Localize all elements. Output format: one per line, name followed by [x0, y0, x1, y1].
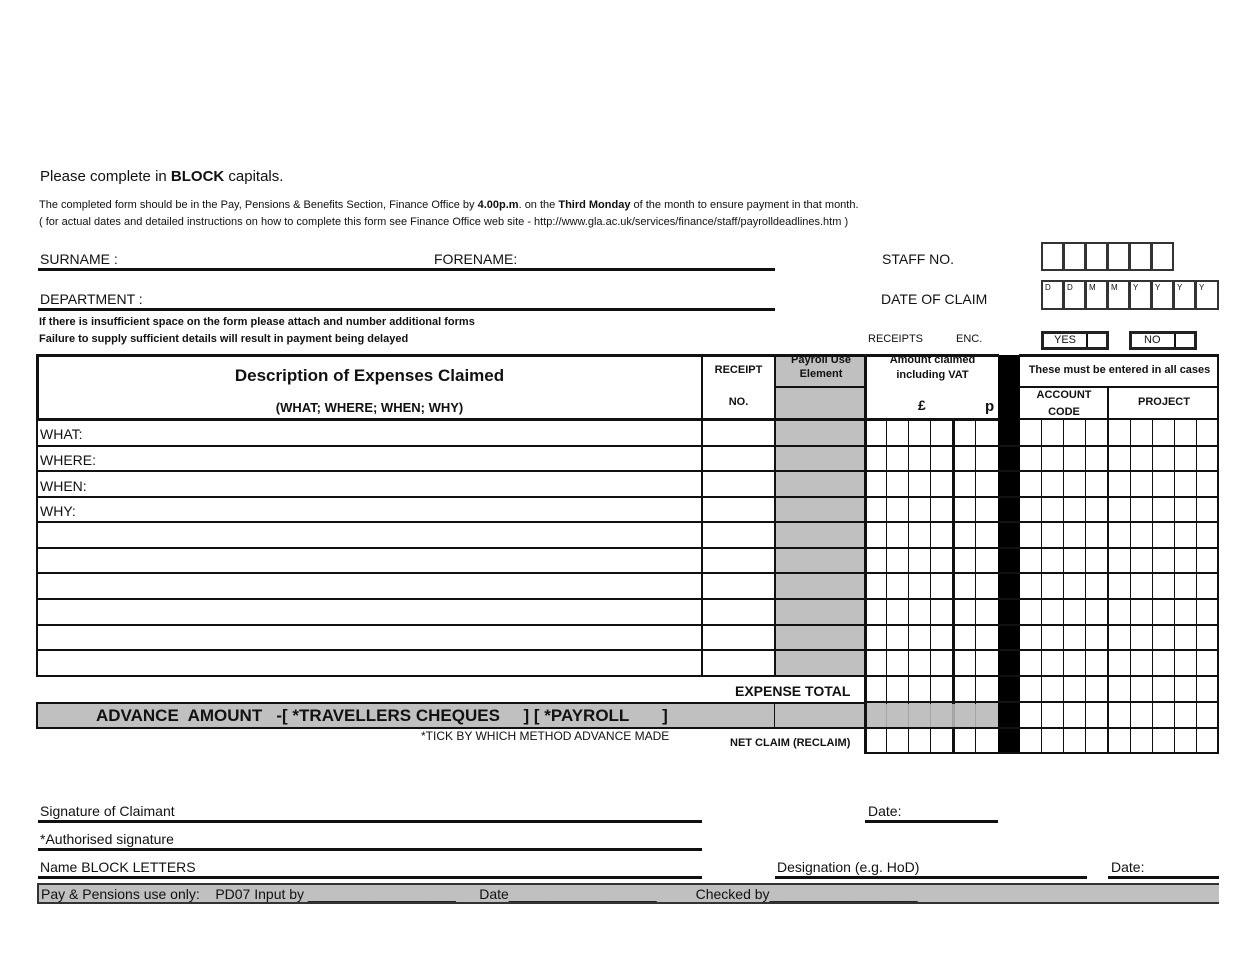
note-failure-delay: Failure to supply sufficient details will result in payment being delayed [39, 333, 409, 345]
receipt-header: RECEIPT [714, 364, 763, 376]
staff-no-label: STAFF NO. [882, 251, 955, 267]
enc-label: ENC. [956, 333, 983, 345]
signature-claimant-label: Signature of Claimant [40, 803, 175, 819]
row-where-label[interactable]: WHERE: [40, 452, 96, 468]
signature-claimant-line[interactable] [38, 820, 702, 823]
designation-label: Designation (e.g. HoD) [777, 859, 920, 875]
advance-top-border [36, 702, 866, 704]
amount-claimed-header: Amount claimed including VAT [889, 354, 976, 381]
surname-label: SURNAME : [40, 251, 118, 267]
intro-deadline-line: The completed form should be in the Pay, Pensions & Benefits Section, Finance Office by 4.00p.m. on the Third Monday of the month to ensure payment in that month. [39, 199, 859, 211]
tick-note: *TICK BY WHICH METHOD ADVANCE MADE [421, 729, 670, 743]
date-of-claim-label: DATE OF CLAIM [881, 291, 988, 307]
expense-total-label: EXPENSE TOTAL [735, 683, 851, 699]
desc-header: Description of Expenses Claimed [234, 366, 505, 385]
date-box-month[interactable]: M [1107, 280, 1130, 310]
pay-pensions-footer [37, 883, 1219, 904]
table-left-border-rows [36, 420, 38, 676]
table-left-border [36, 354, 39, 420]
row-why-label[interactable]: WHY: [40, 503, 76, 519]
must-enter-right-border [1217, 354, 1219, 754]
intro-block-capitals: Please complete in BLOCK capitals. [40, 168, 284, 185]
expense-total-bottom [865, 701, 1219, 703]
desc-subheader: (WHAT; WHERE; WHEN; WHY) [275, 400, 464, 415]
account-digit-divider [1085, 420, 1086, 754]
date1-line[interactable] [865, 820, 998, 823]
receipts-label: RECEIPTS [868, 333, 924, 345]
yes-label: YES [1054, 334, 1077, 346]
name-block-letters-label: Name BLOCK LETTERS [40, 859, 196, 875]
account-code-header: ACCOUNT CODE [1036, 389, 1092, 418]
date2-label: Date: [1111, 859, 1145, 875]
intro-website-line: ( for actual dates and detailed instructions on how to complete this form see Finance Office web site - http://www.gla.ac.uk/services/finance/staff/payrolldeadlines.htm ) [39, 216, 849, 228]
payroll-amount-divider [864, 354, 867, 754]
date-box-month[interactable]: M [1085, 280, 1108, 310]
date-box-year[interactable]: Y [1195, 280, 1219, 310]
advance-amount-label[interactable]: ADVANCE AMOUNT -[ *TRAVELLERS CHEQUES ] [ *PAYROLL ] [96, 706, 668, 725]
pound-label: £ [918, 397, 926, 413]
desc-receipt-divider [701, 354, 703, 676]
pay-pensions-footer-text: Pay & Pensions use only: PD07 Input by ___________________ Date___________________ Checked by___________________ [41, 886, 918, 902]
account-project-divider [1107, 386, 1109, 754]
net-claim-label: NET CLAIM (RECLAIM) [730, 737, 851, 749]
date-box-day[interactable]: D [1063, 280, 1086, 310]
project-header: PROJECT [1138, 396, 1190, 408]
date-box-year[interactable]: Y [1173, 280, 1196, 310]
account-digit-divider [1063, 420, 1064, 754]
payroll-use-column [775, 355, 865, 676]
date-box-day[interactable]: D [1041, 280, 1064, 310]
header-top-border-right [1019, 354, 1219, 357]
advance-payroll-divider [774, 702, 775, 728]
payroll-use-header: Payroll Use Element [791, 354, 851, 380]
advance-left-border [36, 702, 38, 728]
row-when-label[interactable]: WHEN: [40, 478, 87, 494]
header-bottom-border [36, 418, 999, 421]
forename-label: FORENAME: [434, 251, 518, 267]
authorised-signature-line[interactable] [38, 848, 702, 851]
date2-line[interactable] [1108, 876, 1219, 879]
date-box-year[interactable]: Y [1151, 280, 1174, 310]
must-enter-header: These must be entered in all cases [1028, 364, 1211, 376]
pence-label: p [985, 398, 995, 415]
subheader-divider [775, 386, 865, 388]
name-block-letters-line[interactable] [38, 876, 702, 879]
separator-bar [998, 355, 1020, 753]
date-box-year[interactable]: Y [1129, 280, 1152, 310]
net-claim-bottom [865, 752, 1219, 754]
note-insufficient-space: If there is insufficient space on the form please attach and number additional forms [39, 316, 475, 328]
account-digit-divider [1041, 420, 1042, 754]
project-digit-divider [1196, 420, 1197, 754]
row-what-label[interactable]: WHAT: [40, 426, 83, 442]
receipt-payroll-divider [774, 354, 776, 676]
authorised-signature-label: *Authorised signature [40, 831, 174, 847]
project-digit-divider [1130, 420, 1131, 754]
department-label: DEPARTMENT : [40, 291, 143, 307]
project-digit-divider [1152, 420, 1153, 754]
designation-line[interactable] [775, 876, 1087, 879]
no-label: NO [1144, 334, 1161, 346]
date1-label: Date: [868, 803, 902, 819]
advance-amount-fill [867, 704, 998, 727]
project-digit-divider [1174, 420, 1175, 754]
receipt-subheader: NO. [728, 396, 749, 408]
